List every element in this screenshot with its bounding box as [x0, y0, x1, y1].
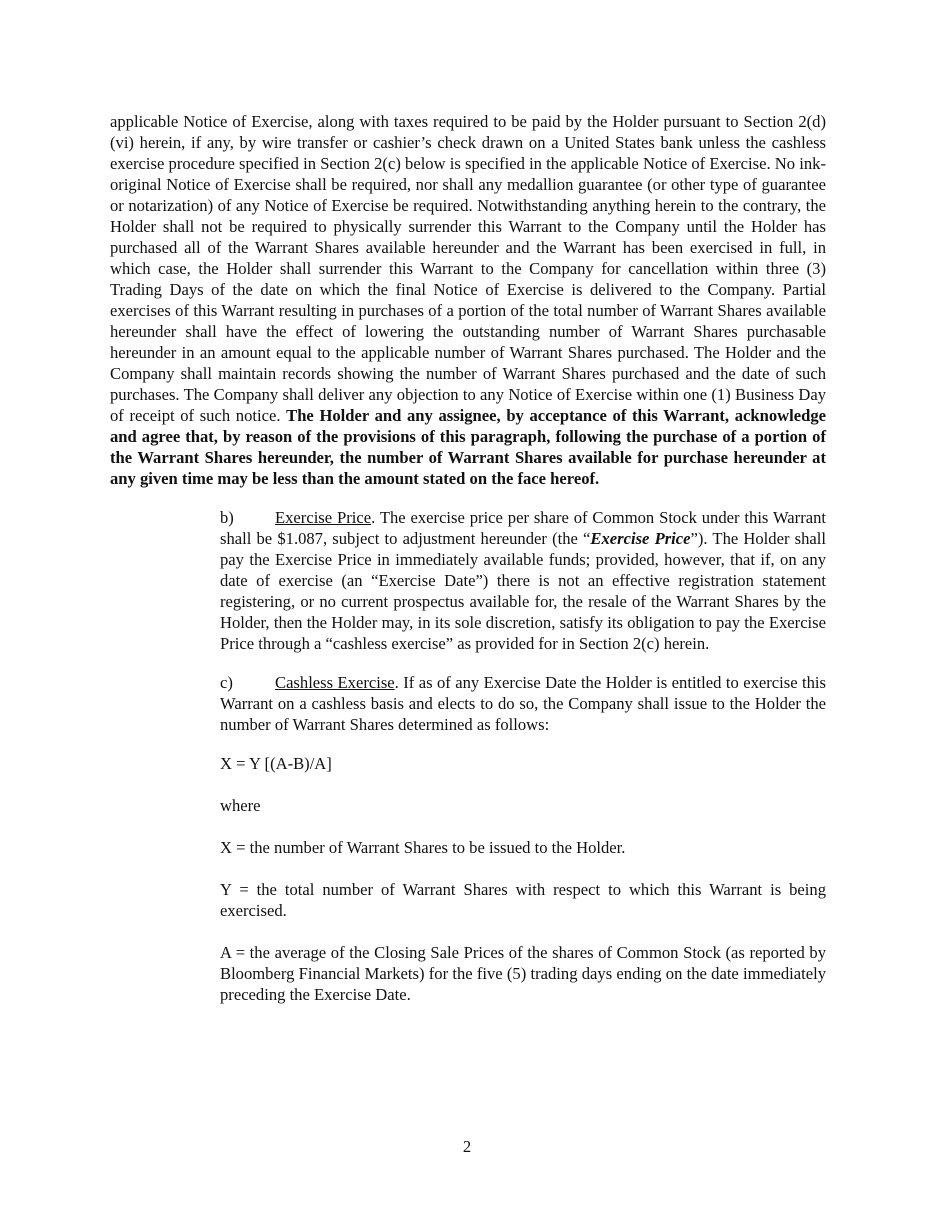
- definition-a: A = the average of the Closing Sale Prices of the shares of Common Stock (as reported by Bloomberg Financial Markets) for the five (5) trading days ending on the date immediately preceding the Exercise Date.: [220, 943, 826, 1004]
- section-c-cashless-exercise: [110, 672, 826, 735]
- section-c-heading: Cashless Exercise: [275, 673, 395, 692]
- paragraph-text: applicable Notice of Exercise, along with taxes required to be paid by the Holder pursuant to Section 2(d)(vi) herein, if any, by wire transfer or cashier’s check drawn on a United States bank unless the cashless exercise procedure specified in Section 2(c) below is specified in the applicable Notice of Exercise. No ink-original Notice of Exercise shall be required, nor shall any medallion guarantee (or other type of guarantee or notarization) of any Notice of Exercise be required. Notwithstanding anything herein to the contrary, the Holder shall not be required to physically surrender this Warrant to the Company until the Holder has purchased all of the Warrant Shares available hereunder and the Warrant has been exercised in full, in which case, the Holder shall surrender this Warrant to the Company for cancellation within three (3) Trading Days of the date on which the final Notice of Exercise is delivered to the Company. Partial exercises of this Warrant resulting in purchases of a portion of the total number of Warrant Shares available hereunder shall have the effect of lowering the outstanding number of Warrant Shares purchasable hereunder in an amount equal to the applicable number of Warrant Shares purchased. The Holder and the Company shall maintain records showing the number of Warrant Shares purchased and the date of such purchases. The Company shall deliver any objection to any Notice of Exercise within one (1) Business Day of receipt of such notice.: [110, 112, 826, 425]
- where-label: where: [220, 796, 261, 815]
- section-c-marker: c): [220, 673, 233, 692]
- paragraph-exercise-procedure: [110, 111, 826, 489]
- document-body: [110, 111, 826, 1005]
- section-b-marker: b): [220, 508, 234, 527]
- page-number: 2: [462, 1137, 472, 1156]
- bold-acknowledgement: The Holder and any assignee, by acceptance of this Warrant, acknowledge and agree that, by reason of the provisions of this paragraph, following the purchase of a portion of the Warrant Shares hereunder, the number of Warrant Shares available for purchase hereunder at any given time may be less than the amount stated on the face hereof.: [110, 406, 826, 488]
- section-b-text-2: ”). The Holder shall pay the Exercise Price in immediately available funds; provided, however, that if, on any date of exercise (an “Exercise Date”) there is not an effective registration statement registering, or no current prospectus available for, the resale of the Warrant Shares by the Holder, then the Holder may, in its sole discretion, satisfy its obligation to pay the Exercise Price through a “cashless exercise” as provided for in Section 2(c) herein.: [220, 529, 826, 653]
- section-b-heading: Exercise Price: [275, 508, 372, 527]
- formula-block: [220, 753, 826, 1005]
- section-b-text-1: . The exercise price per share of Common Stock under this Warrant shall be $1.087, subject to adjustment hereunder (the “: [220, 508, 826, 548]
- section-b-exercise-price: [110, 507, 826, 654]
- defined-term-exercise-price: Exercise Price: [590, 529, 691, 548]
- section-c-text: . If as of any Exercise Date the Holder is entitled to exercise this Warrant on a cashless basis and elects to do so, the Company shall issue to the Holder the number of Warrant Shares determined as follows:: [220, 673, 826, 734]
- definition-y: Y = the total number of Warrant Shares with respect to which this Warrant is being exercised.: [220, 880, 826, 920]
- formula: X = Y [(A-B)/A]: [220, 754, 332, 773]
- definition-x: X = the number of Warrant Shares to be issued to the Holder.: [220, 838, 626, 857]
